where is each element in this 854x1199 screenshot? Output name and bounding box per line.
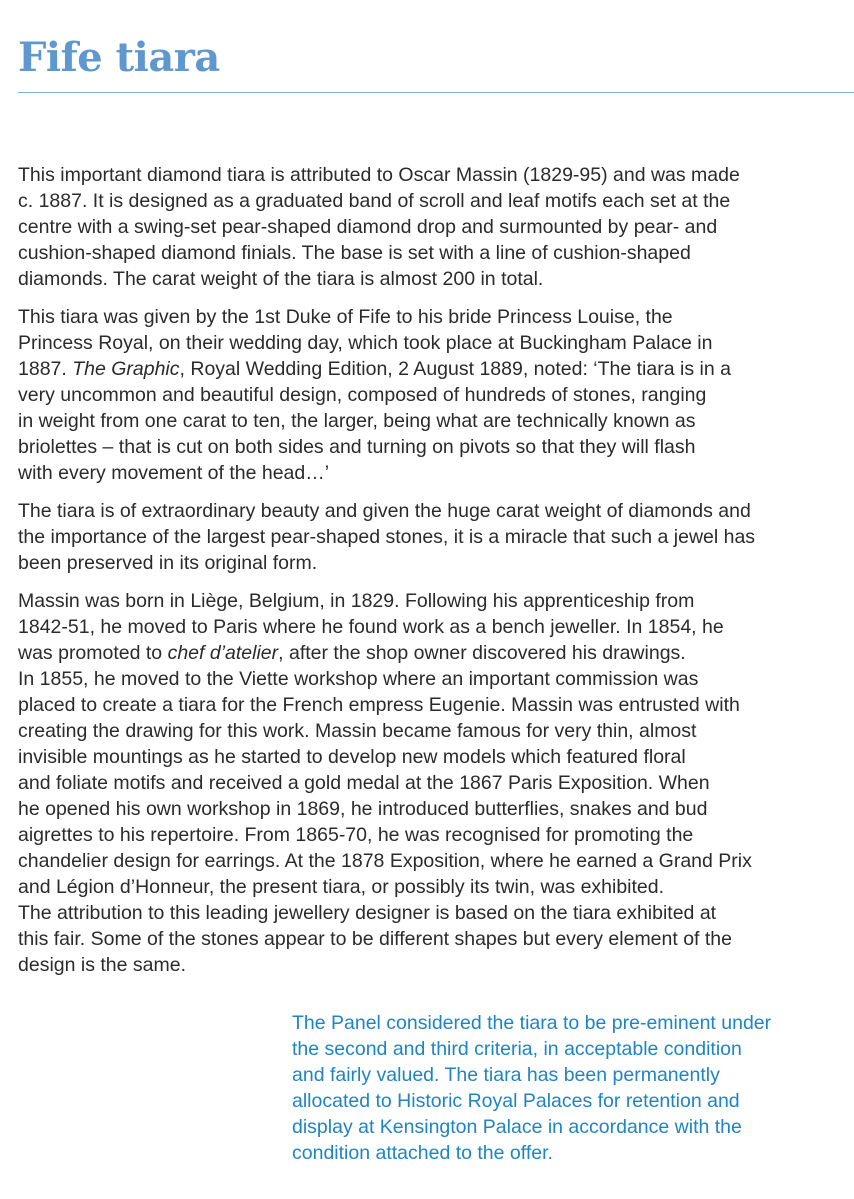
text-line: this fair. Some of the stones appear to be different shapes but every element of the: [18, 928, 732, 950]
text-line: creating the drawing for this work. Massin became famous for very thin, almost: [18, 720, 697, 742]
text-line: the importance of the largest pear-shaped stones, it is a miracle that such a jewel has: [18, 526, 756, 548]
text-line: The Panel considered the tiara to be pre-eminent under: [292, 1012, 772, 1034]
text-fragment: , after the shop owner discovered his drawings.: [278, 642, 686, 664]
title-divider: [18, 92, 854, 93]
text-line: The attribution to this leading jewellery designer is based on the tiara exhibited at: [18, 902, 717, 924]
text-line: diamonds. The carat weight of the tiara is almost 200 in total.: [18, 268, 544, 290]
text-line: been preserved in its original form.: [18, 552, 318, 574]
paragraph-provenance: [18, 304, 830, 486]
text-line: with every movement of the head…’: [18, 462, 330, 484]
text-fragment: was promoted to: [18, 642, 168, 664]
text-line: The tiara is of extraordinary beauty and given the huge carat weight of diamonds and: [18, 500, 751, 522]
text-line: This important diamond tiara is attributed to Oscar Massin (1829-95) and was made: [18, 164, 740, 186]
text-line: 1842-51, he moved to Paris where he found work as a bench jeweller. In 1854, he: [18, 616, 724, 638]
text-fragment: 1887.: [18, 358, 73, 380]
text-line: the second and third criteria, in acceptable condition: [292, 1038, 742, 1060]
text-line: c. 1887. It is designed as a graduated band of scroll and leaf motifs each set at the: [18, 190, 731, 212]
text-line: placed to create a tiara for the French empress Eugenie. Massin was entrusted with: [18, 694, 740, 716]
italic-term: chef d’atelier: [167, 642, 279, 664]
text-line: display at Kensington Palace in accordance with the: [292, 1116, 742, 1138]
text-line: condition attached to the offer.: [292, 1142, 553, 1164]
text-line: he opened his own workshop in 1869, he introduced butterflies, snakes and bud: [18, 798, 708, 820]
text-line: and foliate motifs and received a gold medal at the 1867 Paris Exposition. When: [18, 772, 710, 794]
text-line: invisible mountings as he started to develop new models which featured floral: [18, 746, 686, 768]
text-line: centre with a swing-set pear-shaped diamond drop and surmounted by pear- and: [18, 216, 718, 238]
panel-conclusion: [292, 1010, 832, 1166]
paragraph-description: [18, 162, 830, 292]
text-line: cushion-shaped diamond finials. The base is set with a line of cushion-shaped: [18, 242, 691, 264]
paragraph-maker-biography: [18, 588, 830, 978]
text-line: In 1855, he moved to the Viette workshop where an important commission was: [18, 668, 699, 690]
text-line: briolettes – that is cut on both sides and turning on pivots so that they will flash: [18, 436, 696, 458]
paragraph-assessment: [18, 498, 830, 576]
text-line: chandelier design for earrings. At the 1878 Exposition, where he earned a Grand Prix: [18, 850, 752, 872]
text-line: and fairly valued. The tiara has been permanently: [292, 1064, 720, 1086]
text-line: Princess Royal, on their wedding day, which took place at Buckingham Palace in: [18, 332, 713, 354]
text-line: This tiara was given by the 1st Duke of Fife to his bride Princess Louise, the: [18, 306, 673, 328]
text-line: [18, 640, 830, 666]
text-line: allocated to Historic Royal Palaces for retention and: [292, 1090, 740, 1112]
text-line: aigrettes to his repertoire. From 1865-70, he was recognised for promoting the: [18, 824, 694, 846]
text-line: very uncommon and beautiful design, composed of hundreds of stones, ranging: [18, 384, 707, 406]
publication-title: The Graphic: [72, 358, 180, 380]
text-line: and Légion d’Honneur, the present tiara, or possibly its twin, was exhibited.: [18, 876, 665, 898]
body-text: [18, 162, 830, 990]
page-title: Fife tiara: [18, 34, 220, 81]
text-line: in weight from one carat to ten, the larger, being what are technically known as: [18, 410, 696, 432]
text-fragment: , Royal Wedding Edition, 2 August 1889, noted: ‘The tiara is in a: [179, 358, 731, 380]
text-line: [18, 356, 830, 382]
text-line: Massin was born in Liège, Belgium, in 1829. Following his apprenticeship from: [18, 590, 695, 612]
text-line: design is the same.: [18, 954, 187, 976]
